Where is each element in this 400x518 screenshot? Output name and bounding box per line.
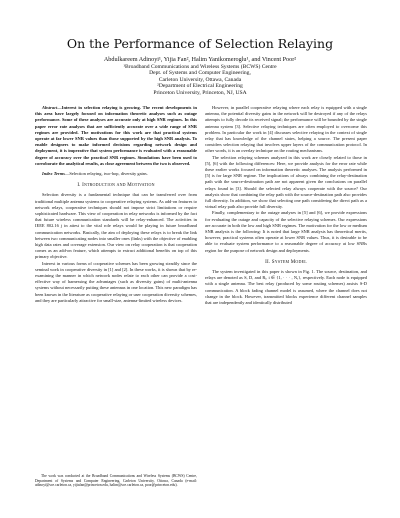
affiliation-line: ¹Broadband Communications and Wireless Systems (BCWS) Centre bbox=[123, 63, 277, 70]
paragraph: Finally, complementary to the outage analyses in [5] and [6], we provide expressions for evaluating the outage and capacity of the selective relaying schemes. Our expressions are accurate in both the low and high SNR regimes. The motivation for the low or medium SNR analysis is the following: It is noted that large SNR analysis has theoretical merits, however, practical systems often operate at lower SNR values. Thus, it is desirable to be able to evaluate system performance to a reasonable degree of accuracy at low SNRs region for the purpose of network design and deployments. bbox=[205, 210, 367, 253]
section-heading-introduction: I. Introduction and Motivation bbox=[77, 183, 155, 189]
affiliation-line: Princeton University, Princeton, NJ, USA bbox=[153, 89, 247, 96]
footnote-text: The work was conducted at the Broadband Communications and Wireless Systems (BCWS) Centre, Department of Systems and Computer Engineering, Carleton University, Ottawa, Canada (e-mail: adinoyi@sce.carleton.ca, yijiafan@princeton.edu, halim@sce.carleton.ca, poor@princeton.edu). bbox=[35, 474, 197, 488]
author-block bbox=[0, 57, 400, 96]
paper-title: On the Performance of Selection Relaying bbox=[66, 36, 334, 51]
index-terms-text: —Selection relaying, two-hop, diversity gains. bbox=[64, 171, 148, 177]
index-terms-label: Index Terms bbox=[42, 171, 65, 177]
index-terms bbox=[35, 171, 197, 177]
right-column bbox=[205, 105, 367, 306]
paragraph: Selection diversity is a fundamental technique that can be transferred over from traditional multiple antenna systems to cooperative relaying systems. As add-on features to network relays, cooperative techniques should not impose strict limitations or require sophisticated hardware. This view of cooperation in relay networks is informed by the fact that future wireless communication standards will be relay-enhanced. The activities in IEEE 802.16 j in attest to the vital role relays would be playing in future broadband communication networks. Basically, the aim of deploying these relays is to break the link between two communicating nodes into smaller ones (links) with the objective of enabling high data rates and coverage extension. Our view on relay cooperation is that cooperation comes as an add-on feature, which attempts to extract additional benefits on top of this primary objective. bbox=[35, 192, 197, 260]
author-names: Abdulkareem Adinoyi¹, Yijia Fan², Halim Yanikomeroglu¹, and Vincent Poor² bbox=[103, 56, 297, 63]
affiliation-line: Carleton University, Ottawa, Canada bbox=[158, 76, 242, 83]
affiliation-line: Dept. of Systems and Computer Engineering, bbox=[149, 70, 251, 76]
paragraph: The system investigated in this paper is shown in Fig. 1. The source, destination, and relays are denoted as S, D, and Rᵢ, i ∈ {1, · · · , Nᵣ}, respectively. Each node is equipped with a single antenna. The best relay (produced by some routing schemes) assists S-D communication. A block fading channel model is assumed, where the channel does not change in the block. However, transmitted blocks experience different channel samples that are independently and identically distributed bbox=[205, 269, 367, 306]
paragraph: However, in parallel cooperative relaying where each relay is equipped with a single antenna, the potential diversity gains in the network will be destroyed if any of the relays attempts to fully decode its received signal; the performance will be bounded by the single antenna system [3]. Selective relaying techniques are often employed to overcome this problem. In particular the work in [4] discusses selective relaying in the context of single relay that has knowledge of the channel states, helping a source. The present paper considers selection relaying that involves upper layers of the communication protocol. In other words, it is an overlay technique on the routing mechanisms. bbox=[205, 105, 367, 154]
affiliation-line: ²Department of Electrical Engineering bbox=[157, 83, 243, 89]
paragraph: The selection relaying schemes analyzed in this work are closely related to those in [5], [6] with the following differences: Here, we provide analysis for the error rate while these earlier works focused on information theoretic analyses. The analysis performed in [5] is for large SNR regime. The implications of always combining the relay-destination path with the source-destination path are not apparent given the conclusions on parallel relays found in [3]. Should the selected relay always cooperate with the source? Our analysis show that combining the relay path with the source-destination path also provides full diversity. In addition, we show that selecting one path considering the direct path as a virtual relay path also provide full diversity. bbox=[205, 154, 367, 210]
abstract-label: Abstract bbox=[42, 105, 58, 110]
abstract-text: —Interest in selection relaying is growing. The recent developments in this area have largely focused on information theoretic analyses such as outage performance. Some of these analyses are accurate only at high SNR regimes. In this paper error rate analyses that are sufficiently accurate over a wide range of SNR regimes are provided. The motivations for this work are that practical systems operate at far lower SNR values than those supported by the high SNR analysis. To enable designers to make informed decisions regarding network design and deployment, it is imperative that system performance is evaluated with a reasonable degree of accuracy over the practical SNR regimes. Simulations have been used to corroborate the analytical results, as close agreement between the two is observed. bbox=[35, 105, 197, 166]
footnote bbox=[35, 474, 197, 488]
abstract bbox=[35, 105, 197, 167]
left-column bbox=[35, 105, 197, 304]
paragraph: Interest in various forms of cooperative schemes has been growing steadily since the seminal work in cooperative diversity in [1] and [2]. In these works, it is shown that by re-examining the manner in which network nodes relate to each other can provide a cost-effective way of harnessing the advantages (such as diversity gains) of multi-antenna systems without necessarily putting these antennas in one location. This new paradigm has been known in the literature as cooperative relaying or user cooperation diversity schemes, and they are particularly attractive for small-size, antenna-limited wireless devices. bbox=[35, 260, 197, 303]
section-heading-system-model: II. System Model bbox=[265, 259, 307, 265]
